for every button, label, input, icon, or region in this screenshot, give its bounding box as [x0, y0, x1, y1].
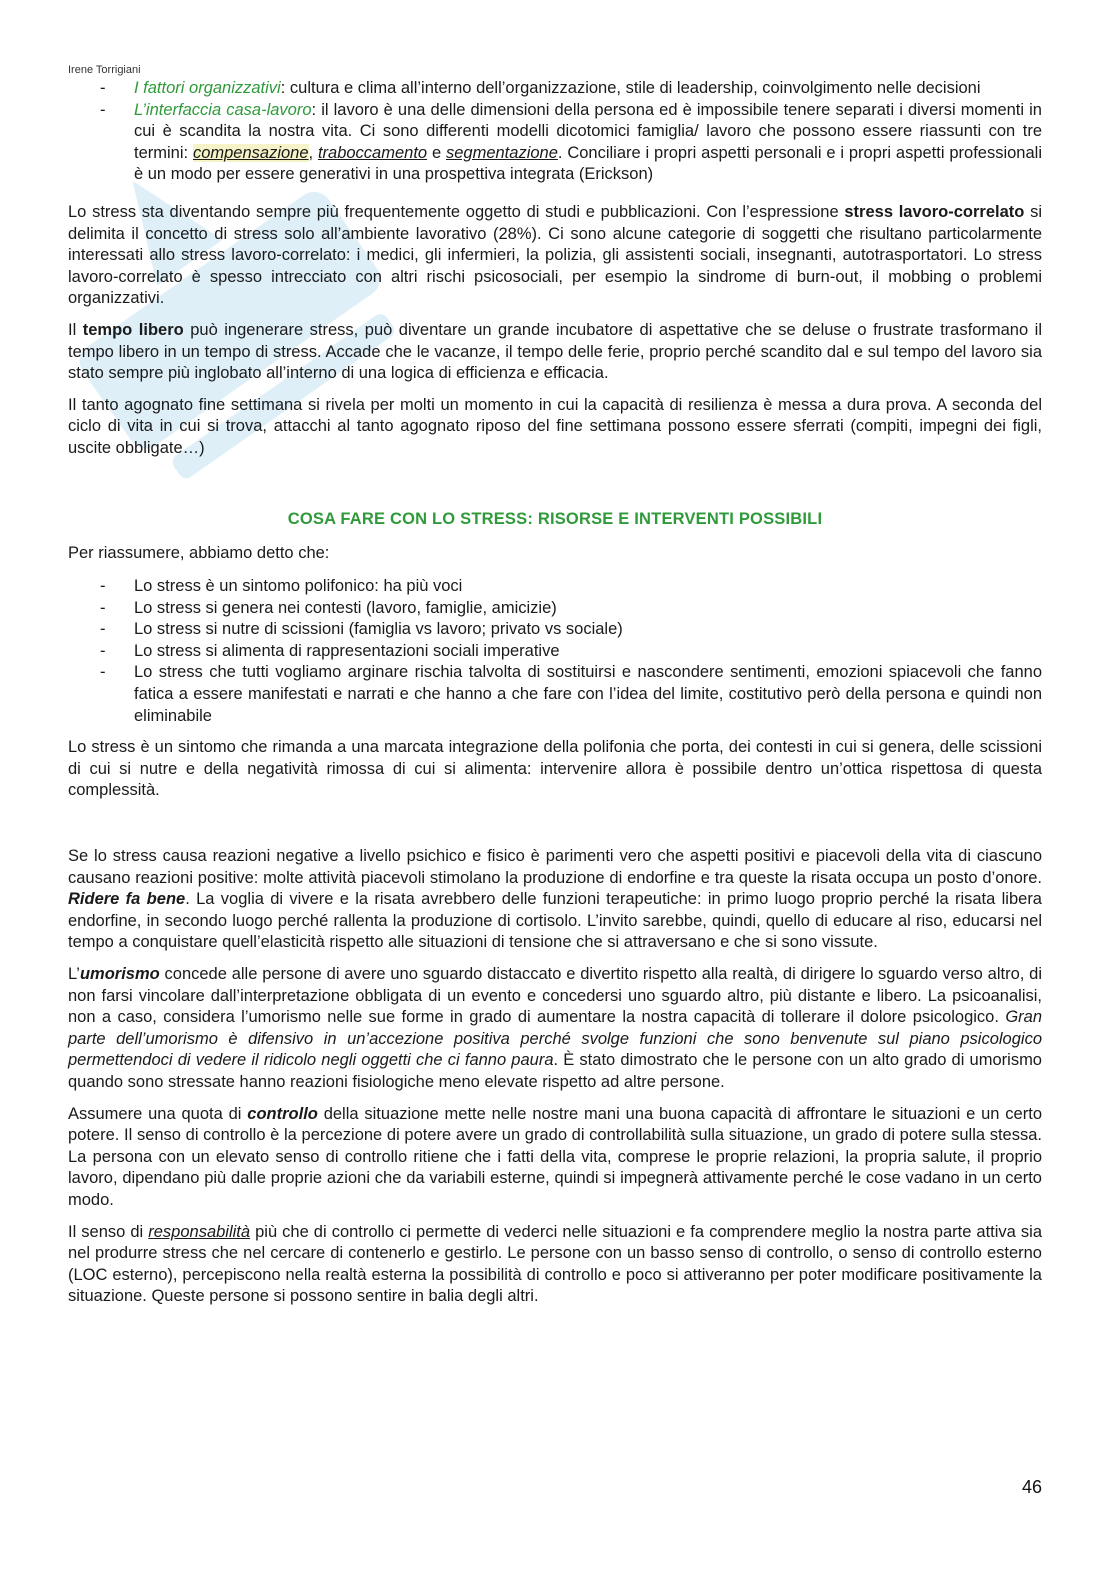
paragraph-weekend: Il tanto agognato fine settimana si rivela per molti un momento in cui la capacità di resilienza è messa a dura prova. A seconda del ciclo di vita in cui si trova, attacchi al tanto agognato riposo del fine settimana possono essere sferrati (compiti, impegni dei figli, uscite obbligate…)	[68, 395, 1042, 457]
summary-list	[68, 576, 1042, 727]
paragraph-tempo-libero: Il tempo libero può ingenerare stress, può diventare un grande incubatore di aspettative che se deluse o frustrate trasformano il tempo libero in un tempo di stress. Accade che le vacanze, il tempo delle ferie, proprio perché scandito dal e sul tempo del lavoro sia stato sempre più inglobato all’interno di una logica di efficienza e efficacia.	[68, 320, 1042, 383]
keyword-segmentazione: segmentazione	[445, 143, 558, 162]
emphasis-ridere-fa-bene: Ridere fa bene	[68, 890, 186, 909]
emphasis-controllo: controllo	[247, 1104, 318, 1123]
page-header-author: Irene Torrigiani	[68, 64, 141, 76]
paragraph-controllo: Assumere una quota di controllo della situazione mette nelle nostre mani una buona capacità di affrontare le situazioni e un certo potere. Il senso di controllo è la percezione di potere avere un grado di controllabilità sulla situazione, un grado di potere sulla stessa. La persona con un elevato senso di controllo ritiene che i fatti della vita, comprese le proprie relazioni, la propria salute, il proprio lavoro, dipendano più dalle proprie azioni che da variabili esterne, quindi si impegnerà attivamente perché le cose vadano in un certo modo.	[68, 1104, 1042, 1209]
term-fattori-organizzativi: I fattori organizzativi	[134, 79, 281, 97]
section-title: COSA FARE CON LO STRESS: RISORSE E INTERVENTI POSSIBILI	[287, 509, 823, 528]
page-number: 46	[1021, 1477, 1042, 1497]
list-item: - L’interfaccia casa-lavoro: il lavoro è una delle dimensioni della persona ed è impossibile tenere separati i diversi momenti in cui è scandita la nostra vita. Ci sono differenti modelli dicotomici famiglia/ lavoro che possono essere riassunti con tre termini: compensazione, traboccamento e segmentazione. Conciliare i propri aspetti personali e i propri aspetti professionali è un modo per essere generativi in una prospettiva integrata (Erickson)	[100, 100, 1042, 184]
term-interfaccia-casa-lavoro: L’interfaccia casa-lavoro	[134, 100, 312, 119]
list-item: - Lo stress che tutti vogliamo arginare rischia talvolta di sostituirsi e nascondere sentimenti, emozioni spiacevoli che fanno fatica a essere manifestati e narrati e che hanno a che fare con l’idea del limite, costitutivo però della persona e quindi non eliminabile	[100, 663, 1042, 725]
factors-list	[68, 78, 1042, 186]
paragraph-sintomo: Lo stress è un sintomo che rimanda a una marcata integrazione della polifonia che porta, dei contesti in cui si genera, delle scissioni di cui si nutre e della negatività rimossa di cui si alimenta: intervenire allora è possibile dentro un’ottica rispettosa di questa complessità.	[68, 738, 1042, 800]
emphasis-responsabilita: responsabilità	[148, 1222, 251, 1241]
list-item: - Lo stress si alimenta di rappresentazioni sociali imperative	[100, 641, 560, 660]
list-item: - Lo stress è un sintomo polifonico: ha più voci	[100, 577, 463, 596]
emphasis-umorismo: umorismo	[79, 965, 160, 983]
paragraph-stress-lavoro: Lo stress sta diventando sempre più frequentemente oggetto di studi e pubblicazioni. Con l’espressione stress lavoro-correlato si delimita il concetto di stress solo all’ambiente lavorativo (28%). Ci sono alcune categorie di soggetti che risultano particolarmente interessati allo stress lavoro-correlato: i medici, gli infermieri, la polizia, gli assistenti sociali, insegnanti, autotrasportatori. Lo stress lavoro-correlato è spesso intrecciato con altri rischi psicosociali, per esempio la sindrome di burn-out, il mobbing o problemi organizzativi.	[68, 202, 1042, 308]
list-item: - I fattori organizzativi: cultura e clima all’interno dell’organizzazione, stile di leadership, coinvolgimento nelle decisioni	[100, 79, 981, 97]
keyword-compensazione: compensazione	[192, 143, 309, 162]
paragraph-umorismo: L’umorismo concede alle persone di avere uno sguardo distaccato e divertito rispetto alla realtà, di dirigere lo sguardo verso altro, di non farsi vincolare dall’interpretazione obbligata di un evento e concedersi uno sguardo altro, più distante e libero. La psicoanalisi, non a caso, considera l’umorismo nelle sue forme in grado di aumentare la nostra capacità di tollerare il dolore psicologico. Gran parte dell’umorismo è difensivo in un’accezione positiva perché svolge funzioni che sono benvenute sul piano psicologico permettendoci di vedere il ridicolo negli oggetti che ci fanno paura. È stato dimostrato che le persone con un alto grado di umorismo quando sono stressate hanno reazioni fisiologiche meno elevate rispetto ad altre persone.	[68, 965, 1042, 1091]
list-item: - Lo stress si genera nei contesti (lavoro, famiglie, amicizie)	[100, 598, 557, 617]
list-item: - Lo stress si nutre di scissioni (famiglia vs lavoro; privato vs sociale)	[100, 620, 623, 639]
keyword-traboccamento: traboccamento	[317, 143, 428, 162]
document-page	[68, 64, 1042, 1318]
paragraph-ridere: Se lo stress causa reazioni negative a livello psichico e fisico è parimenti vero che aspetti positivi e piacevoli della vita di ciascuno causano reazioni positive: molte attività piacevoli stimolano la produzione di endorfine e tra queste la risata occupa un posto d’onore. Ridere fa bene. La voglia di vivere e la risata avrebbero delle funzioni terapeutiche: in primo luogo proprio perché la risata libera endorfine, in secondo luogo perché rallenta la produzione di cortisolo. L’invito sarebbe, quindi, quello di educare al riso, educarsi nel tempo a conquistare quell’elasticità rispetto alle situazioni di tensione che si attraversano e che si sono vissute.	[68, 847, 1042, 952]
paragraph-responsabilita: Il senso di responsabilità più che di controllo ci permette di vederci nelle situazioni e fa comprendere meglio la nostra parte attiva sia nel produrre stress che nel cercare di contenerlo e gestirlo. Le persone con un basso senso di controllo, o senso di controllo esterno (LOC esterno), percepiscono nella realtà esterna la possibilità di controllo e poco si attiveranno per poter modificare positivamente la situazione. Queste persone si possono sentire in balia degli altri.	[68, 1222, 1042, 1306]
paragraph-riassumere: Per riassumere, abbiamo detto che:	[68, 543, 330, 562]
